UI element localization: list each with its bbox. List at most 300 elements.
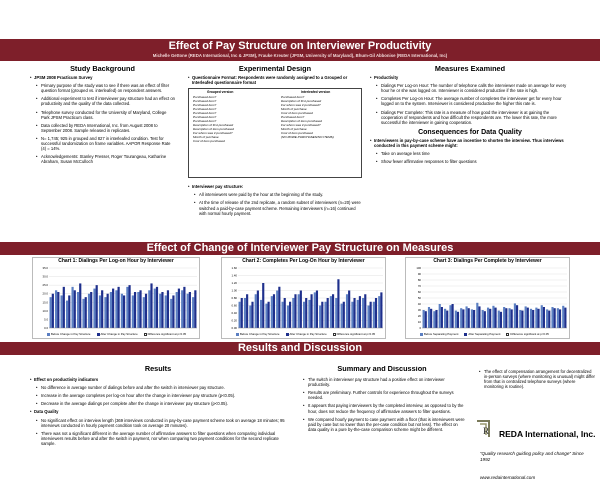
- bar: [82, 299, 84, 328]
- format-bullet: • Questionnaire Format: Respondents were randomly assigned to a Grouped or Interleafed questionnaire format: [188, 75, 362, 85]
- bar: [500, 312, 502, 328]
- legend-item: [144, 333, 186, 336]
- quality-bullet: • Interviewers in pay-by-case scheme have an incentive to shorten the interview. Thus interviews conducted in this payment scheme might:: [370, 138, 570, 148]
- legend-swatch: [97, 333, 100, 336]
- bar: [341, 304, 343, 328]
- y-tick-label: 80: [417, 278, 421, 282]
- study-item: • Primary purpose of the study was to see if there was an effect of filter question format (grouped vs. interleafed) on respondent answers.: [30, 83, 175, 93]
- bar: [110, 292, 112, 328]
- y-tick-label: 30: [417, 308, 421, 312]
- experimental-design-section: [188, 66, 362, 238]
- interleafed-list: [281, 95, 359, 139]
- grouped-list: [193, 95, 273, 143]
- bar: [476, 303, 478, 328]
- bar: [455, 311, 457, 328]
- bar: [194, 290, 196, 328]
- bar: [79, 283, 81, 328]
- bar: [482, 310, 484, 328]
- bar: [262, 283, 264, 328]
- results-productivity-label: • Effect on productivity indicators: [30, 377, 286, 382]
- bar: [139, 290, 141, 328]
- bar: [178, 289, 180, 328]
- y-tick-label: 40: [417, 302, 421, 306]
- summary-section: [297, 366, 467, 490]
- questionnaire-line: Month of purchase: [193, 135, 219, 140]
- bar: [439, 304, 441, 328]
- legend-swatch: [420, 333, 423, 336]
- y-tick-label: 30.0: [42, 274, 48, 279]
- legend-label: Before Separating Payment: [424, 332, 459, 336]
- bar: [181, 290, 183, 328]
- chart-completes-per-hour: [221, 257, 386, 339]
- y-tick-label: 0.0: [44, 326, 48, 330]
- bar: [123, 295, 125, 328]
- bar: [375, 298, 377, 328]
- bar: [249, 306, 251, 329]
- bar: [128, 285, 130, 328]
- questionnaire-line: Purchased item?: [281, 115, 305, 120]
- bar: [514, 303, 516, 328]
- questionnaire-line: Description of item purchased: [193, 127, 234, 132]
- legend-swatch: [286, 333, 289, 336]
- results-item: • Decrease in the average dialings per complete after the change in interviewer pay structure (p<0.05).: [30, 401, 286, 406]
- bar: [305, 298, 307, 328]
- legend-item: [236, 333, 280, 336]
- bar: [353, 298, 355, 328]
- summary-item: • Results are preliminary. Further controls for experience throughout the surveys needed.: [297, 390, 467, 400]
- bar: [189, 292, 191, 328]
- y-tick-label: 20.0: [42, 291, 48, 296]
- bar: [298, 294, 300, 328]
- bar: [519, 310, 521, 328]
- summary-item: • We compared hourly payment to case payment with a floor (that is interviewers were paid by case but no lower than the per-case condition but not less). The effect on data quality in a pure by-the-case comparison scheme might be different.: [297, 417, 467, 432]
- chart-2-plot: [222, 258, 387, 340]
- quality-heading: Consequences for Data Quality: [418, 128, 522, 136]
- legend-label: After Change in Pay Structure: [100, 332, 138, 336]
- bar: [88, 294, 90, 328]
- pay-item: • At the time of release of the 2nd replicate, a random subset of interviewers (n=20) were switched a paid-by-case payment scheme. Remaining interviewers (n=16) continued with normal hourly payment.: [188, 200, 362, 215]
- bar: [287, 306, 289, 329]
- bar: [425, 311, 427, 328]
- y-tick-label: 20: [417, 314, 421, 318]
- study-item: • Acknowledgements: Stanley Presser, Roger Tourangeau, Katharine Abraham, Susan McCulloch: [30, 154, 175, 164]
- bar: [495, 308, 497, 328]
- bar: [50, 297, 52, 328]
- legend-item: [286, 333, 327, 336]
- questionnaire-line: Description of first purchased: [281, 99, 322, 104]
- bar: [319, 306, 321, 329]
- results-section: [30, 366, 286, 490]
- bar: [93, 289, 95, 328]
- results-item: • No significant effect on interview length (369 interviews conducted in pay-by-case payment scheme took on average 18 minutes; 95 interviews conducted in hourly payment condition took on average 20 minutes).: [30, 418, 286, 428]
- bar: [487, 308, 489, 328]
- questionnaire-line: Description of item purchased: [281, 119, 322, 124]
- study-item: • Data collected by REDA International, Inc. from August 2008 to September 2008. Sample released in replicates.: [30, 123, 175, 133]
- chart-1-title: Chart 1: Dialings Per Log-on Hour by Interviewer: [58, 258, 174, 264]
- y-tick-label: 0.80: [231, 296, 237, 300]
- questionnaire-line: Month of purchase: [281, 127, 307, 132]
- bar: [321, 302, 323, 328]
- bar: [121, 294, 123, 328]
- design-heading: Experimental Design: [238, 66, 312, 73]
- bar: [423, 310, 425, 328]
- legend-swatch: [464, 333, 467, 336]
- bar: [484, 311, 486, 328]
- bar: [282, 302, 284, 328]
- bar: [156, 287, 158, 328]
- bar: [559, 309, 561, 328]
- y-tick-label: 1.20: [231, 281, 237, 285]
- summary-item: • It appears that paying interviewers by the completed interview, as opposed to by the hour, does not reduce the frequency of affirmative answers to filter questions.: [297, 403, 467, 413]
- bar: [77, 292, 79, 328]
- bar: [535, 308, 537, 328]
- results-banner: Results and Discussion: [0, 342, 600, 355]
- bar: [348, 291, 350, 329]
- bar: [449, 305, 451, 328]
- bar: [289, 302, 291, 328]
- chart-3-legend: [420, 333, 565, 336]
- productivity-label: • Productivity: [370, 75, 570, 80]
- bar: [255, 294, 257, 328]
- legend-label: After Separating Payment: [468, 332, 501, 336]
- bar: [343, 302, 345, 328]
- bar: [557, 308, 559, 328]
- bar: [511, 309, 513, 328]
- bar: [357, 300, 359, 328]
- quality-item: • Show fewer affirmative responses to filter questions: [370, 159, 570, 164]
- measures-heading: Measures Examined: [434, 66, 506, 73]
- y-tick-label: 5.0: [44, 317, 48, 322]
- bar: [541, 305, 543, 328]
- legend-label: After Change in Pay Structure: [289, 332, 327, 336]
- chart-2-legend: [236, 333, 381, 336]
- pay-item: • All interviewers were paid by the hour at the beginning of the study.: [188, 192, 362, 197]
- bar: [351, 302, 353, 328]
- bar: [71, 287, 73, 328]
- bar: [170, 299, 172, 328]
- bar: [324, 302, 326, 328]
- summary-item: • The switch in interviewer pay structure had a positive effect on interviewer productivity.: [297, 377, 467, 387]
- bar: [428, 307, 430, 328]
- legend-swatch: [506, 333, 509, 336]
- questionnaire-line: Purchased item?: [193, 115, 217, 120]
- bar: [316, 291, 318, 329]
- y-tick-label: 0.40: [231, 311, 237, 315]
- bar: [362, 298, 364, 328]
- bar: [159, 294, 161, 328]
- bar: [337, 279, 339, 328]
- bar: [532, 310, 534, 328]
- org-name: REDA International, Inc.: [499, 429, 596, 439]
- bar: [183, 287, 185, 328]
- results-heading: Results: [144, 366, 172, 373]
- bar: [278, 287, 280, 328]
- poster-title: Effect of Pay Structure on Interviewer Productivity: [168, 40, 432, 52]
- bar: [311, 294, 313, 328]
- legend-swatch: [144, 333, 147, 336]
- bar: [294, 294, 296, 328]
- bar: [104, 297, 106, 328]
- results-item: • No difference in average number of dialings before and after the switch in interviewer pay structure.: [30, 385, 286, 390]
- questionnaire-line: Purchased item?: [193, 119, 217, 124]
- bar: [260, 300, 262, 328]
- study-item: • Telephone survey conducted for the University of Maryland, College Park JPSM Practicum class.: [30, 110, 175, 120]
- quality-item: • Take on average less time: [370, 151, 570, 156]
- bar: [118, 287, 120, 328]
- bar: [554, 308, 556, 328]
- bar: [57, 292, 59, 328]
- bar: [489, 309, 491, 328]
- y-tick-label: 10.0: [42, 308, 48, 313]
- grouped-label: Grouped version: [207, 90, 234, 95]
- legend-item: [333, 333, 375, 336]
- chart-3-title: Chart 3: Dialings Per Complete by Interviewer: [433, 258, 542, 264]
- bar: [143, 297, 145, 328]
- y-tick-label: 60: [417, 290, 421, 294]
- questionnaire-line: Cost of item purchased: [281, 111, 313, 116]
- bar: [300, 291, 302, 329]
- bar: [452, 304, 454, 328]
- bar: [55, 290, 57, 328]
- bar: [380, 292, 382, 328]
- questionnaire-line: (NO MORE PURCHASES/NO ITEMS): [281, 135, 334, 140]
- bar: [508, 308, 510, 328]
- measure-item: • Dialings Per Log-on Hour: The number of telephone calls the interviewer made on average for every hour he or she was logged on. Interviewer is considered productive if the rate is high.: [370, 83, 570, 93]
- interleafed-label: Interleafed version: [301, 90, 331, 95]
- bar: [244, 298, 246, 328]
- bar: [107, 294, 109, 328]
- bar: [137, 292, 139, 328]
- y-tick-label: 0.60: [231, 303, 237, 308]
- chart-1-legend: [47, 333, 195, 336]
- bar: [444, 309, 446, 328]
- bar: [90, 292, 92, 328]
- results-item: • Increase in the average completes per log-on hour after the change in interviewer pay structure (p<0.05).: [30, 393, 286, 398]
- survey-label: • JPSM 2008 Practicum Survey: [30, 75, 175, 80]
- bar: [284, 298, 286, 328]
- bar: [468, 308, 470, 328]
- bar: [435, 310, 437, 328]
- study-item: • Additional experiment to test if interviewer pay structure had an effect on productivity and the quality of the data collected.: [30, 96, 175, 106]
- y-tick-label: 0.20: [231, 318, 237, 323]
- bar: [346, 294, 348, 328]
- bar: [471, 309, 473, 328]
- bar: [308, 300, 310, 328]
- bar: [433, 311, 435, 328]
- bar: [548, 311, 550, 328]
- legend-item: [506, 333, 548, 336]
- bar: [430, 309, 432, 328]
- bar: [527, 308, 529, 328]
- legend-swatch: [333, 333, 336, 336]
- bar: [335, 298, 337, 328]
- questionnaire-line: Purchased item?: [193, 107, 217, 112]
- measures-section: [370, 66, 570, 238]
- bar: [99, 295, 101, 328]
- bar: [525, 306, 527, 328]
- legend-item: [97, 333, 138, 336]
- y-tick-label: 10: [417, 320, 421, 324]
- legend-item: [47, 333, 91, 336]
- bar: [63, 287, 65, 328]
- bar: [359, 296, 361, 328]
- results-item: • There was not a significant different in the average number of affirmative answers to filter questions when comparing individual interviewers results before and after the switch in payment, nor when comparing two payment conditions for the second replicate sample.: [30, 431, 286, 446]
- y-tick-label: 50: [417, 296, 421, 300]
- legend-label: Difference significant at p<0.05: [147, 332, 187, 336]
- bar: [172, 295, 174, 328]
- bar: [521, 311, 523, 328]
- pay-label: • Interviewer pay structure:: [188, 184, 362, 189]
- reda-logo-icon: [474, 417, 498, 441]
- y-tick-label: 1.60: [231, 266, 237, 270]
- bar: [271, 296, 273, 328]
- study-item: • N= 1,745; 925 in grouped and 827 in interleafed condition. Test for successful randomization on frame variables. AAPOR Response Rate (4) = 14%.: [30, 136, 175, 151]
- legend-label: Before Change in Pay Structure: [240, 332, 280, 336]
- bar: [276, 291, 278, 329]
- bar: [564, 308, 566, 328]
- bar: [150, 283, 152, 328]
- chart-2-title: Chart 2: Completes Per Log-On Hour by Interviewer: [242, 258, 365, 264]
- bar: [441, 307, 443, 328]
- measures-effect-banner: Effect of Change of Interviewer Pay Structure on Measures: [0, 242, 600, 255]
- bar: [167, 290, 169, 328]
- bar: [161, 292, 163, 328]
- study-heading: Study Background: [70, 66, 135, 73]
- measure-item: • Dialings Per Complete: This rate is a measure of how good the interviewer is at gaining the cooperation of respondents and how difficult the respondents are. The lower this rate, the more successful the interviewer in gaining cooperation.: [370, 110, 570, 125]
- bar: [462, 309, 464, 328]
- bar: [112, 289, 114, 328]
- bar: [154, 289, 156, 328]
- y-tick-label: 100: [416, 266, 421, 270]
- questionnaire-line: Purchased item?: [193, 111, 217, 116]
- org-tagline: “Quality research guiding policy and change” Since 1992: [480, 451, 584, 462]
- bar: [551, 307, 553, 328]
- y-tick-label: 70: [417, 284, 421, 288]
- bar: [562, 306, 564, 328]
- bar: [503, 307, 505, 328]
- bar: [370, 302, 372, 328]
- bar: [257, 291, 259, 329]
- bar: [265, 304, 267, 328]
- bar: [251, 302, 253, 328]
- bar: [373, 302, 375, 328]
- legend-swatch: [236, 333, 239, 336]
- bar: [537, 309, 539, 328]
- y-tick-label: 25.0: [42, 283, 48, 288]
- chart-dialings-per-hour: [32, 257, 200, 339]
- questionnaire-line: For whom was it purchased?: [281, 103, 321, 108]
- chart-1-plot: [33, 258, 201, 340]
- questionnaire-line: Purchased item?: [193, 99, 217, 104]
- bar: [466, 306, 468, 328]
- bar: [192, 297, 194, 328]
- y-tick-label: 90: [417, 272, 421, 276]
- bar: [115, 290, 117, 328]
- logo-letter: R: [483, 426, 490, 436]
- questionnaire-line: For whom was it purchased?: [193, 131, 233, 136]
- y-tick-label: 1.00: [231, 288, 237, 293]
- bar: [74, 290, 76, 328]
- bar: [546, 309, 548, 328]
- questionnaire-line: Month of purchase: [281, 107, 307, 112]
- bar: [478, 306, 480, 328]
- bar: [473, 310, 475, 328]
- bar: [327, 298, 329, 328]
- legend-item: [420, 333, 458, 336]
- questionnaire-line: Cost of item purchased: [193, 139, 225, 144]
- bar: [96, 285, 98, 328]
- chart-3-plot: [406, 258, 571, 340]
- bar: [61, 295, 63, 328]
- right-note: • The effect of compensation arrangement for decentralized in-person surveys (where monitoring is unusual) might differ from that in centralized telephone surveys (where monitoring is routine).: [473, 369, 595, 389]
- questionnaire-line: Cost of item purchased: [281, 131, 313, 136]
- bar: [303, 302, 305, 328]
- poster-authors: Michelle Gettone (REDA International, Inc & JPSM), Frauke Kreuter (JPSM, University of Maryland), Bhum-Gil Abbonise (REDA International, Inc): [152, 53, 448, 58]
- legend-item: [464, 333, 500, 336]
- bar: [367, 306, 369, 329]
- bar: [101, 290, 103, 328]
- bar: [187, 294, 189, 328]
- y-tick-label: 15.0: [42, 300, 48, 305]
- bar: [330, 296, 332, 328]
- bar: [132, 295, 134, 328]
- bar: [498, 311, 500, 328]
- bar: [457, 312, 459, 328]
- questionnaire-line: Purchased item?: [193, 95, 217, 100]
- legend-label: Difference significant at p<0.05: [336, 332, 376, 336]
- questionnaire-line: Description of first purchased: [193, 123, 234, 128]
- questionnaire-line: Purchased item?: [281, 95, 305, 100]
- bar: [446, 311, 448, 328]
- poster-header: [0, 39, 600, 61]
- bar: [364, 294, 366, 328]
- study-background-section: [30, 66, 175, 238]
- legend-swatch: [47, 333, 50, 336]
- org-url[interactable]: www.redainternational.com: [480, 475, 536, 480]
- bar: [68, 295, 70, 328]
- bar: [516, 305, 518, 328]
- bar: [241, 298, 243, 328]
- bar: [145, 294, 147, 328]
- questionnaire-format-table: [188, 88, 362, 178]
- bar: [246, 294, 248, 328]
- bar: [292, 298, 294, 328]
- bar: [314, 292, 316, 328]
- measure-item: • Completes Per Log-on Hour: The average number of completes the interviewer get for every hour logged on to the system. Interviewer is considered productive the higher this rate is.: [370, 96, 570, 106]
- bar: [273, 294, 275, 328]
- questionnaire-line: For whom was it purchased?: [281, 123, 321, 128]
- bar: [165, 295, 167, 328]
- y-tick-label: 35.0: [42, 266, 48, 270]
- bar: [148, 290, 150, 328]
- y-tick-label: 0: [419, 326, 421, 330]
- bar: [239, 302, 241, 328]
- bar: [378, 296, 380, 328]
- results-quality-label: • Data Quality: [30, 409, 286, 414]
- bar: [52, 294, 54, 328]
- questionnaire-line: Purchased item?: [193, 103, 217, 108]
- bar: [530, 309, 532, 328]
- bar: [126, 287, 128, 328]
- bar: [85, 297, 87, 328]
- bar: [505, 308, 507, 328]
- bar: [543, 307, 545, 328]
- bar: [176, 292, 178, 328]
- bar: [66, 301, 68, 328]
- bar: [460, 308, 462, 328]
- bar: [134, 292, 136, 328]
- bar: [332, 294, 334, 328]
